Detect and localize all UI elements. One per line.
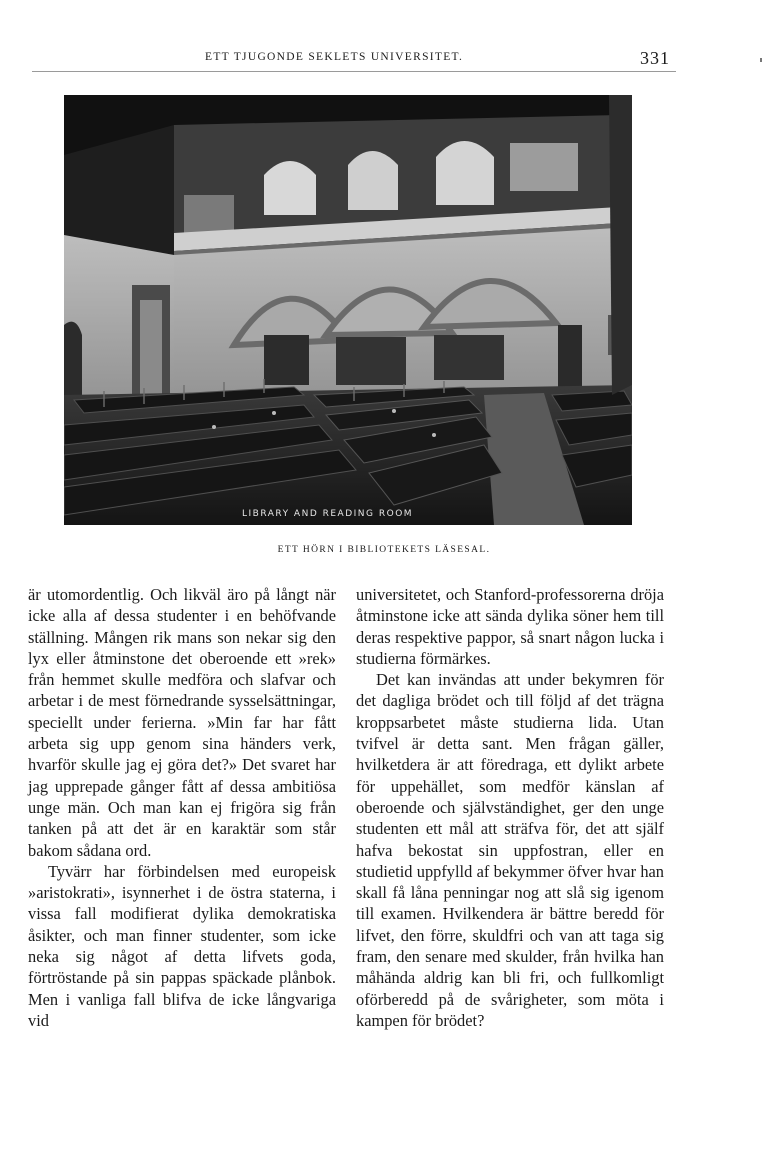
header-rule (32, 71, 676, 72)
left-paragraph-2: Tyvärr har förbindelsen med europeisk »aristokrati», isynnerhet i de östra staterna, i vissa fall modifierat dylika demokratiska åsikter, och man finner studenter, som icke neka sig något af detta lifvets goda, förtröstande på sin pappas späckade plånbok. Men i vanliga fall blifva de icke långvariga vid (28, 861, 336, 1030)
right-paragraph-1: universitetet, och Stanford-professorerna dröja åtminstone icke att sända dylika söner hem till deras respektive pappor, så snart någon lucka i studierna förmärkes. (356, 585, 664, 668)
reading-room-photograph (64, 95, 632, 525)
photo-inscription: LIBRARY AND READING ROOM (242, 509, 414, 519)
left-paragraph-1: är utomordentlig. Och likväl äro på långt när icke alla af dessa studenter i en behöfvande ställning. Mången rik mans son nekar sig den lyx eller åtminstone det oberoende ett »rek» från hemmet skulle medföra och slafvar och arbetar i de mest förnedrande sysselsättningar, speciellt under ferierna. »Min far har fått arbeta sig upp genom sina händers verk, hvarför skulle jag ej göra det?» Det svaret har jag upprepade gånger fått af dessa ambitiösa unge män. Och man kan ej frigöra sig från tanken på att det är en karaktär som står bakom sådana ord. (28, 585, 336, 860)
margin-mark (760, 58, 762, 62)
running-title: ETT TJUGONDE SEKLETS UNIVERSITET. (205, 51, 464, 63)
left-column (28, 584, 336, 1031)
page-number: 331 (640, 48, 670, 68)
running-head (0, 49, 768, 69)
figure-caption: ETT HÖRN I BIBLIOTEKETS LÄSESAL. (277, 545, 491, 555)
right-column (356, 584, 664, 1031)
right-paragraph-2: Det kan invändas att under bekymren för det dagliga brödet och till följd af det trägna kroppsarbetet måste studierna lida. Utan tvifvel är detta sant. Men frågan gäller, hvilketdera är att föredraga, ett dylikt arbete för uppehället, som medför känslan af oberoende och självständighet, ger den unge studenten ett mål att sträfva för, det att själf hafva bekostat sin uppfostran, eller en studietid uppfylld af bekymmer öfver hvar han skall få låna penningar nog att slå sig igenom till examen. Hvilkendera är bättre beredd för lifvet, den förre, skuldfri och van att taga sig fram, den senare med skulder, från hvilka han måhända aldrig kan bli fri, och fullkomligt oförberedd på de svårigheter, som möta i kampen för brödet? (356, 670, 664, 1030)
